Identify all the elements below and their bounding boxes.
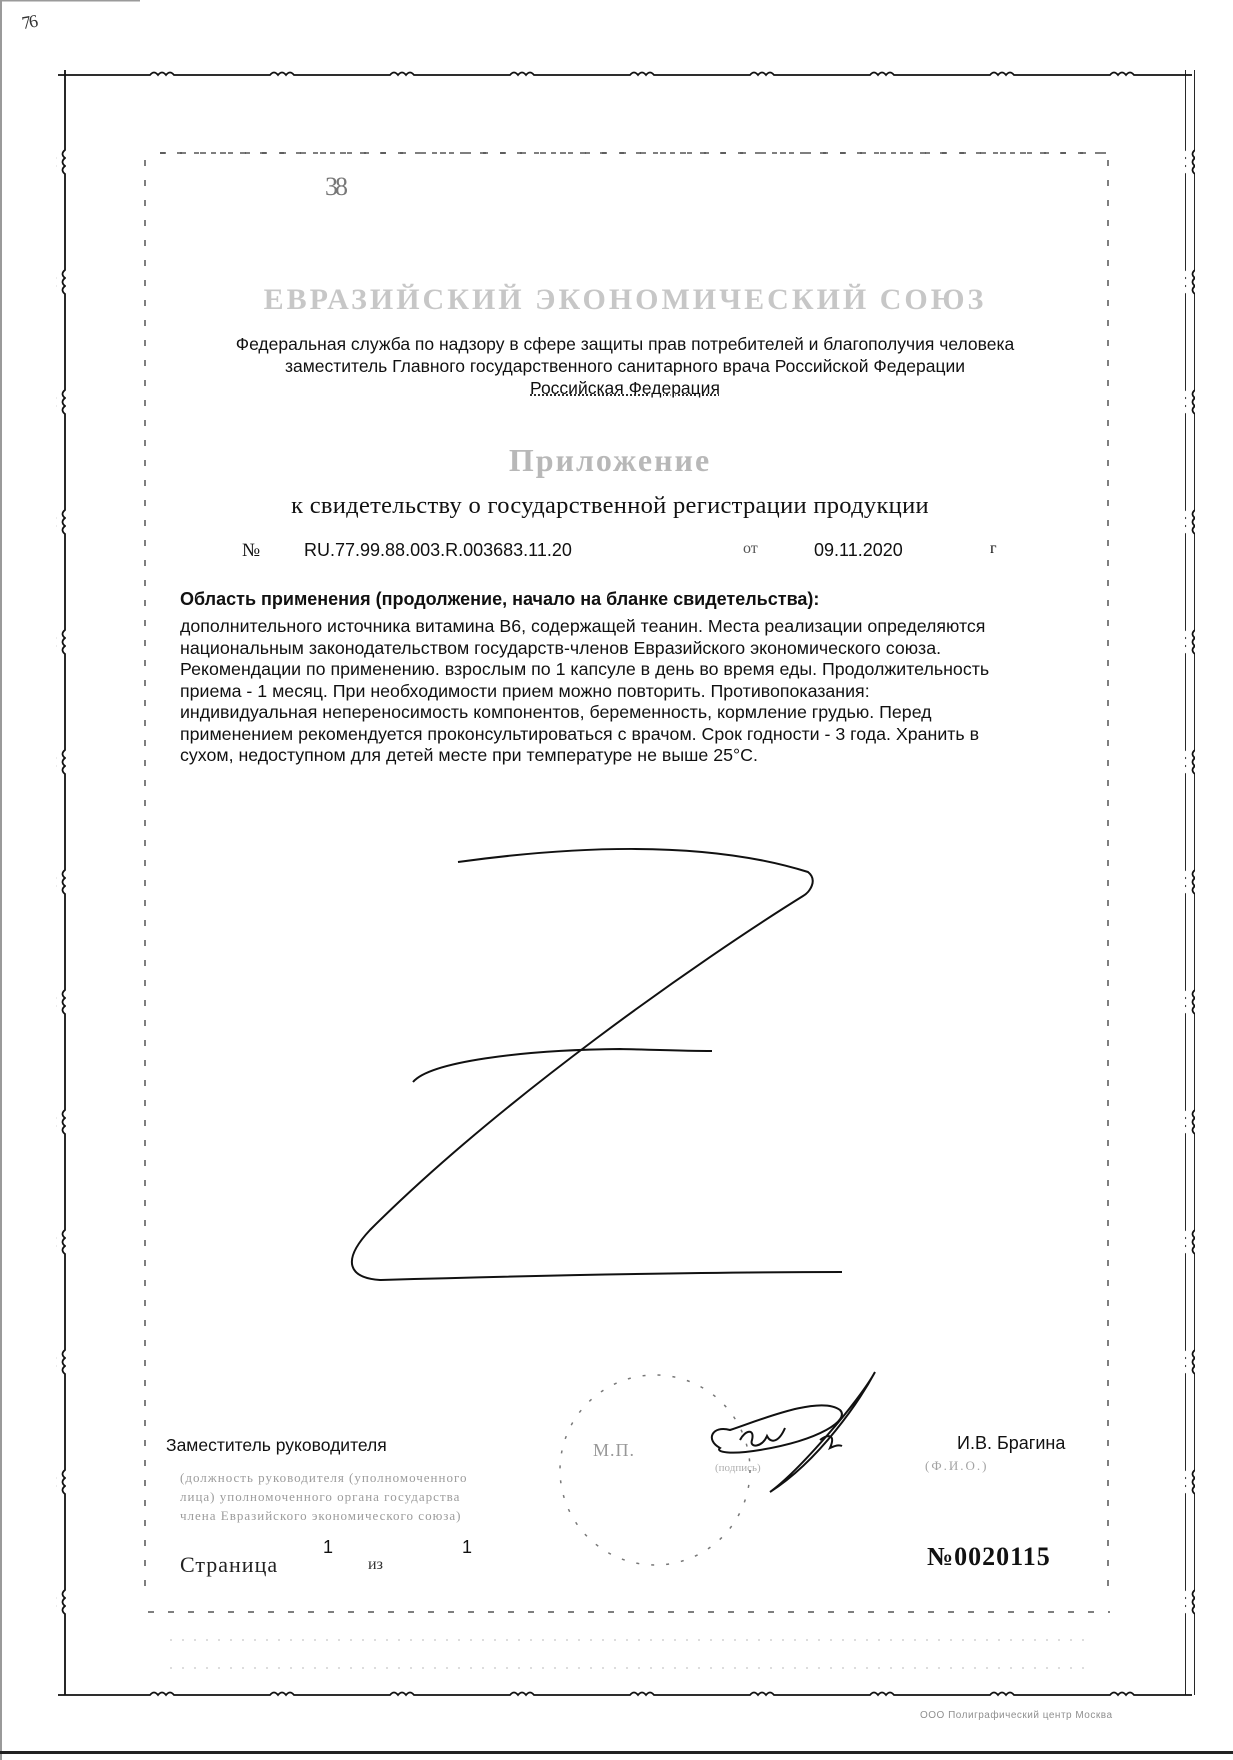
role-caption: члена Евразийского экономического союза)	[180, 1508, 462, 1523]
registration-number: RU.77.99.88.003.R.003683.11.20	[304, 540, 572, 560]
document-subtitle: к свидетельству о государственной регистрации продукции	[291, 492, 929, 519]
registration-date: 09.11.2020	[814, 540, 903, 560]
scope-body	[180, 616, 1095, 767]
signature-caption: (подпись)	[715, 1462, 761, 1474]
outer-border-bottom	[58, 1690, 1192, 1700]
scope-line: дополнительного источника витамина B6, содержащей теанин. Места реализации определяются	[180, 616, 986, 636]
page-label: Страница	[180, 1552, 279, 1577]
union-title: ЕВРАЗИЙСКИЙ ЭКОНОМИЧЕСКИЙ СОЮЗ	[263, 283, 987, 316]
official-title: заместитель Главного государственного санитарного врача Российской Федерации	[284, 356, 966, 376]
fio-caption: (Ф.И.О.)	[925, 1458, 989, 1473]
scope-line: сухом, недоступном для детей месте при температуре не выше 25°C.	[180, 745, 758, 765]
form-serial-number: №0020115	[927, 1542, 1051, 1571]
outer-border-left	[56, 70, 66, 1695]
scope-line: применением рекомендуется проконсультироваться с врачом. Срок годности - 3 года. Хранить в	[180, 723, 980, 744]
z-cancel-mark	[352, 849, 842, 1280]
scope-line: приема - 1 месяц. При необходимости прием можно повторить. Противопоказания:	[180, 680, 870, 701]
archive-mark: 76	[20, 10, 38, 34]
page-current: 1	[323, 1537, 334, 1557]
scan-edge	[0, 0, 2, 1760]
registration-number-label: №	[242, 540, 261, 561]
outer-border-top	[58, 67, 1192, 77]
page-of-label: из	[368, 1556, 383, 1573]
role-caption: лица) уполномоченного органа государства	[180, 1489, 461, 1504]
registration-date-label: от	[743, 540, 758, 557]
z-crossbar	[413, 1049, 712, 1082]
annex-title: Приложение	[508, 442, 712, 478]
scope-line: индивидуальная непереносимость компонентов, беременность, кормление грудью. Перед	[180, 702, 932, 722]
signatory-role: Заместитель руководителя	[166, 1435, 387, 1455]
scope-heading: Область применения (продолжение, начало на бланке свидетельства):	[180, 589, 820, 609]
country-name: Российская Федерация	[530, 378, 720, 398]
scope-line: Рекомендации по применению. взрослым по 1 капсуле в день во время еды. Продолжительность	[180, 659, 990, 679]
stamp-label: М.П.	[593, 1440, 636, 1460]
outer-border-right	[1185, 70, 1195, 1695]
signatory-name: И.В. Брагина	[957, 1433, 1066, 1453]
page-total: 1	[462, 1537, 473, 1557]
sheet-number: 38	[325, 172, 345, 201]
printer-imprint: ООО Полиграфический центр Москва	[920, 1710, 1113, 1721]
year-mark: г	[990, 540, 997, 557]
scope-line: национальным законодательством государств-членов Евразийского экономического союза.	[180, 637, 942, 658]
signature-scribble	[712, 1372, 875, 1492]
role-caption: (должность руководителя (уполномоченного	[180, 1470, 468, 1485]
agency-name: Федеральная служба по надзору в сфере защиты прав потребителей и благополучия человека	[235, 334, 1015, 354]
